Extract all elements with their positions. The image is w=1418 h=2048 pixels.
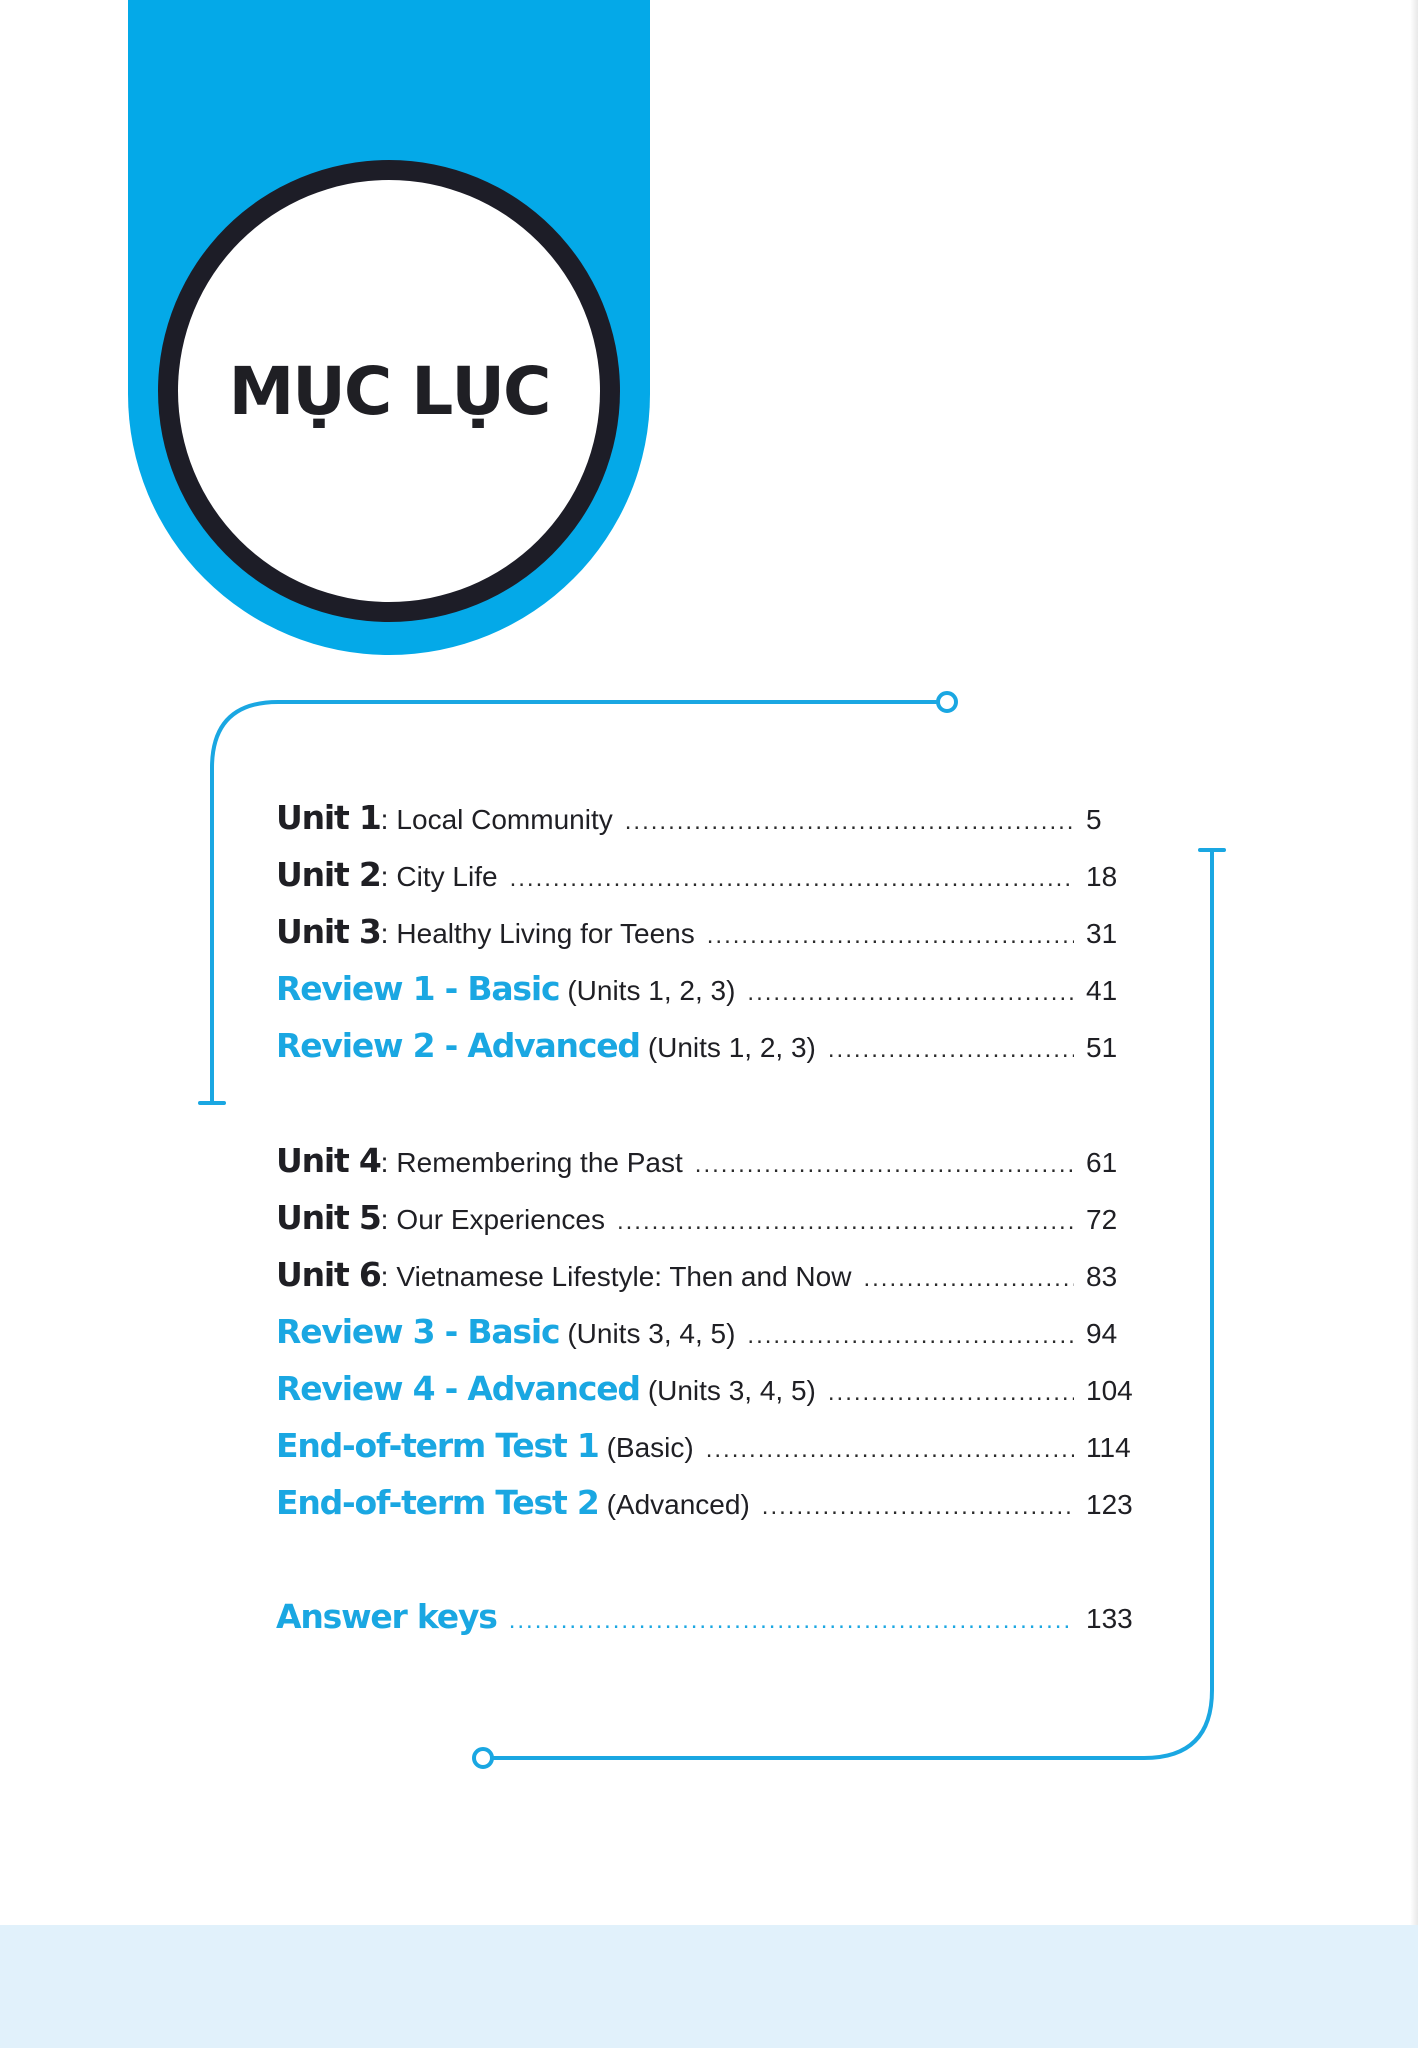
toc-row-unit-3[interactable] xyxy=(276,912,1136,962)
toc-page-number: 133 xyxy=(1086,1603,1133,1634)
toc-heading: Review 4 - Advanced xyxy=(276,1369,640,1408)
toc-page-number: 83 xyxy=(1086,1261,1118,1292)
toc-subtitle: City Life xyxy=(396,861,498,892)
toc-subtitle: Remembering the Past xyxy=(396,1147,683,1178)
toc-heading: Unit 4 xyxy=(276,1141,381,1180)
toc-page-number: 104 xyxy=(1086,1375,1133,1406)
toc-leader-dots xyxy=(509,1607,1074,1635)
toc-subtitle: (Basic) xyxy=(606,1432,694,1463)
toc-leader-dots xyxy=(617,1208,1074,1236)
footer-band xyxy=(0,1925,1418,2048)
frame-bottom-node xyxy=(474,1749,492,1767)
toc-subtitle: Our Experiences xyxy=(396,1204,605,1235)
toc-leader-dots xyxy=(762,1493,1074,1521)
toc-row-review-1[interactable] xyxy=(276,969,1136,1019)
toc-leader-dots xyxy=(863,1265,1074,1293)
toc-heading: End-of-term Test 2 xyxy=(276,1483,599,1522)
toc-subtitle: (Units 3, 4, 5) xyxy=(567,1318,736,1349)
toc-heading: Review 3 - Basic xyxy=(276,1312,560,1351)
toc-leader-dots xyxy=(828,1036,1074,1064)
toc-subtitle: (Units 1, 2, 3) xyxy=(567,975,736,1006)
toc-row-unit-5[interactable] xyxy=(276,1198,1136,1248)
toc-subtitle: Local Community xyxy=(396,804,613,835)
toc-heading: Unit 6 xyxy=(276,1255,381,1294)
toc-leader-dots xyxy=(747,1322,1074,1350)
toc-page-number: 123 xyxy=(1086,1489,1133,1520)
toc-heading: Unit 1 xyxy=(276,798,381,837)
toc-row-review-3[interactable] xyxy=(276,1312,1136,1362)
toc-heading: Unit 3 xyxy=(276,912,381,951)
toc-page-number: 72 xyxy=(1086,1204,1118,1235)
toc-heading: Unit 5 xyxy=(276,1198,381,1237)
toc-separator: : xyxy=(380,804,389,835)
toc-row-answer-keys[interactable] xyxy=(276,1597,1136,1647)
toc-separator: : xyxy=(380,861,389,892)
toc-separator: : xyxy=(380,1261,389,1292)
toc-leader-dots xyxy=(625,808,1074,836)
toc-page-number: 51 xyxy=(1086,1032,1118,1063)
toc-separator: : xyxy=(380,918,389,949)
toc-heading: Answer keys xyxy=(276,1597,497,1636)
toc-separator: : xyxy=(380,1147,389,1178)
toc-page-number: 94 xyxy=(1086,1318,1118,1349)
toc-row-unit-4[interactable] xyxy=(276,1141,1136,1191)
toc-heading: Unit 2 xyxy=(276,855,381,894)
toc-leader-dots xyxy=(695,1151,1074,1179)
toc-page-number: 18 xyxy=(1086,861,1118,892)
toc-page-number: 31 xyxy=(1086,918,1118,949)
toc-leader-dots xyxy=(747,979,1074,1007)
toc-page-number: 114 xyxy=(1086,1432,1131,1463)
toc-row-review-2[interactable] xyxy=(276,1026,1136,1076)
toc-page-number: 61 xyxy=(1086,1147,1118,1178)
toc-row-review-4[interactable] xyxy=(276,1369,1136,1419)
toc-leader-dots xyxy=(828,1379,1074,1407)
toc-row-unit-1[interactable] xyxy=(276,798,1136,848)
toc-subtitle: (Units 3, 4, 5) xyxy=(647,1375,816,1406)
toc-subtitle: (Advanced) xyxy=(606,1489,750,1520)
toc-heading: End-of-term Test 1 xyxy=(276,1426,599,1465)
toc-leader-dots xyxy=(510,865,1074,893)
toc-row-unit-2[interactable] xyxy=(276,855,1136,905)
toc-subtitle: Vietnamese Lifestyle: Then and Now xyxy=(396,1261,852,1292)
toc-row-end-of-term-test-2[interactable] xyxy=(276,1483,1136,1533)
toc-subtitle: Healthy Living for Teens xyxy=(396,918,695,949)
toc-row-end-of-term-test-1[interactable] xyxy=(276,1426,1136,1476)
toc-subtitle: (Units 1, 2, 3) xyxy=(647,1032,816,1063)
page-title: MỤC LỤC xyxy=(228,352,550,430)
toc-heading: Review 2 - Advanced xyxy=(276,1026,640,1065)
toc-row-unit-6[interactable] xyxy=(276,1255,1136,1305)
toc-separator: : xyxy=(380,1204,389,1235)
toc-leader-dots xyxy=(707,922,1074,950)
frame-top-node xyxy=(938,693,956,711)
toc-page-number: 41 xyxy=(1086,975,1118,1006)
toc-heading: Review 1 - Basic xyxy=(276,969,560,1008)
toc-page-number: 5 xyxy=(1086,804,1102,835)
toc-leader-dots xyxy=(706,1436,1074,1464)
